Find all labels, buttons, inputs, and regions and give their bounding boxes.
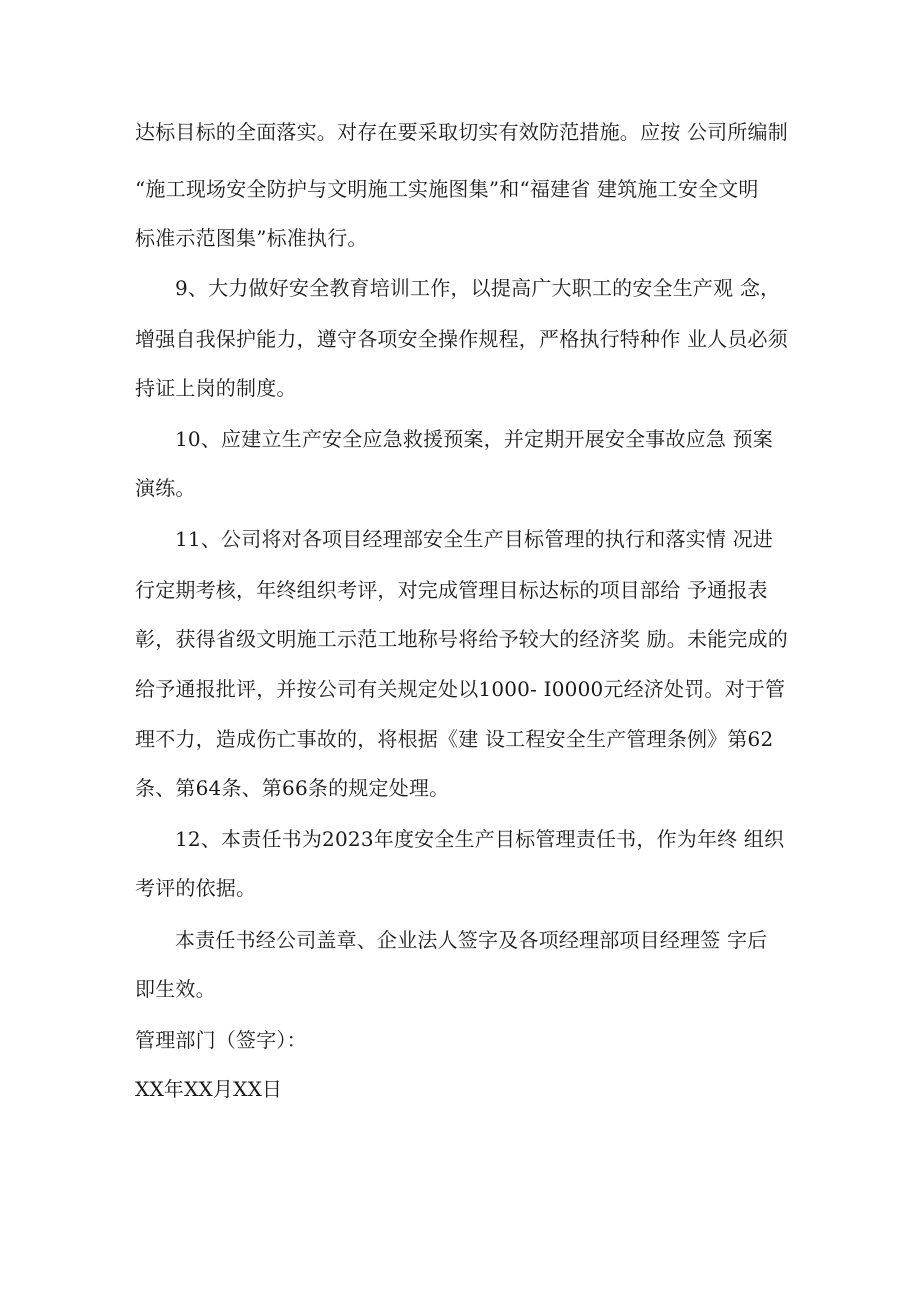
paragraph-line: “施工现场安全防护与文明施工实施图集”和“福建省 建筑施工安全文明 [135, 177, 759, 201]
paragraph-line: 即生效。 [135, 977, 216, 1001]
paragraph-line: 行定期考核，年终组织考评，对完成管理目标达标的项目部给 予通报表 [135, 578, 768, 602]
signature-label: 管理部门（签字）： [135, 1028, 307, 1052]
paragraph-line: 考评的依据。 [135, 876, 257, 900]
paragraph-line: 演练。 [135, 476, 196, 500]
paragraph-line: 达标目标的全面落实。对存在要采取切实有效防范措施。应按 公司所编制 [135, 120, 788, 144]
paragraph-line: 标准示范图集”标准执行。 [135, 226, 368, 250]
date-placeholder: XX年XX月XX日 [135, 1077, 283, 1101]
paragraph-line: 给予通报批评，并按公司有关规定处以1000- I0000元经济处罚。对于管 [135, 677, 786, 701]
paragraph-line: 12、本责任书为2023年度安全生产目标管理责任书，作为年终 组织 [175, 827, 785, 851]
paragraph-line: 11、公司将对各项目经理部安全生产目标管理的执行和落实情 况进 [175, 527, 774, 551]
paragraph-line: 条、第64条、第66条的规定处理。 [135, 776, 450, 800]
paragraph-line: 本责任书经公司盖章、企业法人签字及各项经理部项目经理签 字后 [175, 928, 768, 952]
paragraph-line: 彰，获得省级文明施工示范工地称号将给予较大的经济奖 励。未能完成的 [135, 627, 788, 651]
paragraph-line: 增强自我保护能力，遵守各项安全操作规程，严格执行特种作 业人员必须 [135, 327, 788, 351]
paragraph-line: 10、应建立生产安全应急救援预案，并定期开展安全事故应急 预案 [175, 427, 774, 451]
paragraph-line: 持证上岗的制度。 [135, 376, 297, 400]
paragraph-line: 9、大力做好安全教育培训工作，以提高广大职工的安全生产观 念， [175, 276, 781, 300]
paragraph-line: 理不力，造成伤亡事故的，将根据《建 设工程安全生产管理条例》第62 [135, 727, 774, 751]
